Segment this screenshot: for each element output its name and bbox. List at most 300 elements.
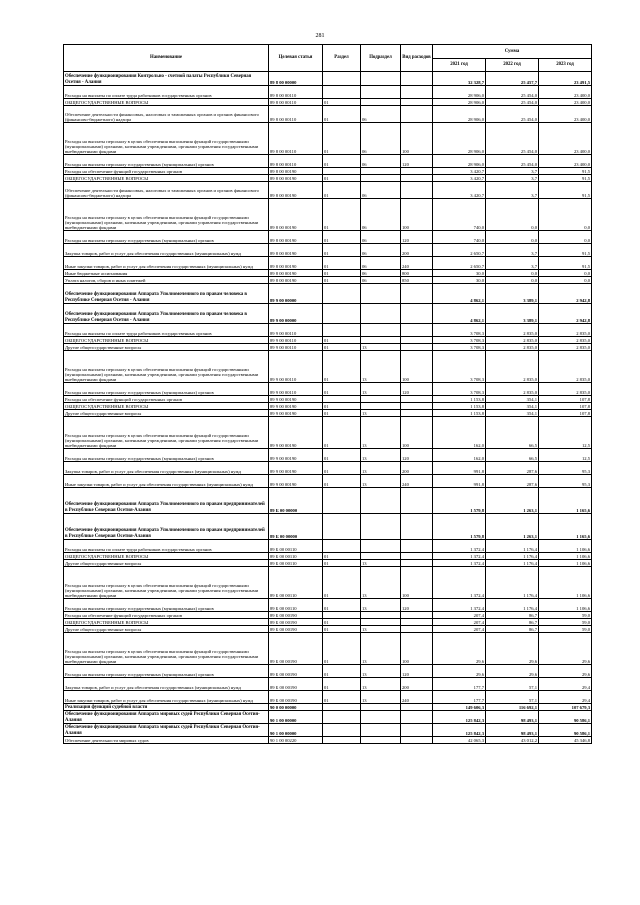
row-2022-cell: 3,7	[486, 257, 539, 270]
row-2022-cell: 0,0	[486, 199, 539, 231]
row-2021-cell: 3 708,3	[433, 351, 486, 383]
row-2023-cell: 29,6	[539, 633, 592, 665]
row-subsection-cell: 13	[361, 475, 401, 488]
row-2021-cell: 1 372,4	[433, 567, 486, 599]
row-section-cell: 01	[323, 351, 361, 383]
row-code-cell: 89 8 00 00110	[269, 99, 323, 106]
row-name-cell: Обеспечение функционирования Аппарата Уполномоченного по правам предпринимателей в Республике Северная Осетия-Алания	[64, 488, 269, 514]
row-2022-cell: 354,1	[486, 410, 539, 417]
table-row	[64, 599, 592, 612]
row-2023-cell: 29,6	[539, 665, 592, 678]
row-name-cell: Другие общегосударственные вопросы	[64, 344, 269, 351]
row-kind-cell: 800	[401, 270, 433, 277]
row-2021-cell: 177,7	[433, 691, 486, 704]
row-2023-cell: 2 835,0	[539, 324, 592, 337]
row-code-cell: 90 0 00 00000	[269, 704, 323, 711]
row-2023-cell: 2 942,8	[539, 284, 592, 304]
row-code-cell: 89 9 00 00190	[269, 449, 323, 462]
row-code-cell: 89 8 00 00000	[269, 72, 323, 86]
row-name-cell: ОБЩЕГОСУДАРСТВЕННЫЕ ВОПРОСЫ	[64, 337, 269, 344]
row-2022-cell: 287,6	[486, 475, 539, 488]
row-subsection-cell: 13	[361, 351, 401, 383]
row-code-cell: 89 9 00 00190	[269, 410, 323, 417]
row-subsection-cell: 13	[361, 449, 401, 462]
row-section-cell	[323, 488, 361, 514]
row-subsection-cell: 13	[361, 633, 401, 665]
row-2021-cell: 29,6	[433, 665, 486, 678]
row-2022-cell: 25 454,0	[486, 123, 539, 155]
row-2021-cell: 1 153,8	[433, 403, 486, 410]
row-code-cell: 89 8 00 00110	[269, 86, 323, 99]
row-2021-cell: 28 906,0	[433, 99, 486, 106]
row-2021-cell: 149 606,3	[433, 704, 486, 711]
row-2022-cell: 2 835,0	[486, 337, 539, 344]
row-kind-cell: 100	[401, 633, 433, 665]
row-2023-cell: 90 586,1	[539, 724, 592, 737]
row-2023-cell: 59,0	[539, 619, 592, 626]
row-kind-cell	[401, 324, 433, 337]
row-2023-cell: 1 106,6	[539, 567, 592, 599]
row-name-cell: Другие общегосударственные вопросы	[64, 410, 269, 417]
row-2021-cell: 28 906,0	[433, 155, 486, 168]
row-2021-cell: 4 862,1	[433, 304, 486, 324]
table-row	[64, 665, 592, 678]
row-code-cell: 89 Б 00 00110	[269, 540, 323, 553]
row-2023-cell: 0,0	[539, 199, 592, 231]
table-row	[64, 488, 592, 514]
row-section-cell: 01	[323, 665, 361, 678]
row-subsection-cell	[361, 168, 401, 175]
row-2023-cell: 12,5	[539, 449, 592, 462]
row-code-cell: 89 8 00 00110	[269, 123, 323, 155]
table-row	[64, 351, 592, 383]
row-subsection-cell: 06	[361, 244, 401, 257]
row-name-cell: Обеспечение деятельности мировых судов	[64, 737, 269, 744]
row-section-cell: 01	[323, 462, 361, 475]
row-name-cell: Уплата налогов, сборов и иных платежей	[64, 277, 269, 284]
row-kind-cell: 200	[401, 678, 433, 691]
row-name-cell: Обеспечение функционирования Аппарата мировых судей Республики Северная Осетия-Алания	[64, 711, 269, 724]
header-target-article: Целевая статья	[269, 45, 323, 72]
row-code-cell: 89 Б 00 00110	[269, 553, 323, 560]
row-2023-cell: 107,8	[539, 410, 592, 417]
row-section-cell: 01	[323, 175, 361, 182]
row-subsection-cell: 13	[361, 344, 401, 351]
row-name-cell: Другие общегосударственные вопросы	[64, 626, 269, 633]
budget-table	[63, 44, 592, 744]
row-kind-cell	[401, 704, 433, 711]
row-name-cell: Обеспечение функционирования Аппарата Уполномоченного по правам человека в Республике Северная Осетия - Алания	[64, 284, 269, 304]
row-kind-cell	[401, 560, 433, 567]
row-section-cell	[323, 304, 361, 324]
row-kind-cell: 850	[401, 277, 433, 284]
row-2021-cell: 991,8	[433, 475, 486, 488]
row-subsection-cell: 13	[361, 599, 401, 612]
row-kind-cell	[401, 106, 433, 123]
row-code-cell: 90 1 00 00000	[269, 724, 323, 737]
row-kind-cell: 100	[401, 417, 433, 449]
row-2023-cell: 1 106,6	[539, 553, 592, 560]
row-section-cell: 01	[323, 123, 361, 155]
row-name-cell: Расходы на выплаты персоналу в целях обеспечения выполнения функций государственными (муниципальными) органами, казенными учреждениями, органами управления государственными внебюджетными фондами	[64, 199, 269, 231]
row-2022-cell: 0,0	[486, 270, 539, 277]
row-2023-cell: 95,3	[539, 462, 592, 475]
table-body	[64, 72, 592, 744]
row-kind-cell: 120	[401, 449, 433, 462]
row-subsection-cell: 06	[361, 270, 401, 277]
row-section-cell	[323, 540, 361, 553]
row-2023-cell: 45 346,8	[539, 737, 592, 744]
row-2022-cell: 98 493,1	[486, 711, 539, 724]
table-row	[64, 86, 592, 99]
row-2022-cell: 0,0	[486, 231, 539, 244]
row-code-cell: 89 9 00 00000	[269, 284, 323, 304]
row-2021-cell: 29,6	[433, 633, 486, 665]
row-2023-cell: 0,0	[539, 231, 592, 244]
row-section-cell: 01	[323, 344, 361, 351]
row-2023-cell: 2 835,0	[539, 351, 592, 383]
row-2023-cell: 23 400,0	[539, 155, 592, 168]
row-2021-cell: 991,8	[433, 462, 486, 475]
table-row	[64, 410, 592, 417]
row-2021-cell: 3 420,7	[433, 175, 486, 182]
header-year-2023: 2023 год	[539, 59, 592, 72]
row-section-cell	[323, 514, 361, 540]
row-2022-cell: 25 454,0	[486, 106, 539, 123]
row-2022-cell: 98 493,1	[486, 724, 539, 737]
row-code-cell: 89 Б 00 00190	[269, 678, 323, 691]
row-code-cell: 89 Б 00 00190	[269, 619, 323, 626]
row-kind-cell	[401, 175, 433, 182]
row-subsection-cell	[361, 99, 401, 106]
table-row	[64, 553, 592, 560]
table-row	[64, 383, 592, 396]
table-row	[64, 99, 592, 106]
header-year-2022: 2022 год	[486, 59, 539, 72]
row-2021-cell: 4 862,1	[433, 284, 486, 304]
row-2022-cell: 1 176,4	[486, 553, 539, 560]
row-2022-cell: 66,5	[486, 417, 539, 449]
row-section-cell: 01	[323, 410, 361, 417]
row-kind-cell: 200	[401, 244, 433, 257]
row-code-cell: 89 9 00 00110	[269, 337, 323, 344]
row-2021-cell: 1 372,4	[433, 560, 486, 567]
row-subsection-cell	[361, 514, 401, 540]
row-2022-cell: 3 389,1	[486, 304, 539, 324]
row-code-cell: 89 9 00 00110	[269, 344, 323, 351]
row-2022-cell: 2 835,0	[486, 351, 539, 383]
row-2021-cell: 1 579,8	[433, 514, 486, 540]
row-2023-cell: 90 586,1	[539, 711, 592, 724]
row-2022-cell: 25 454,0	[486, 86, 539, 99]
row-subsection-cell	[361, 403, 401, 410]
row-2023-cell: 29,4	[539, 691, 592, 704]
row-name-cell: Расходы на выплаты персоналу государственных (муниципальных) органов	[64, 599, 269, 612]
row-section-cell: 01	[323, 182, 361, 199]
row-subsection-cell	[361, 324, 401, 337]
row-2022-cell: 86,7	[486, 612, 539, 619]
table-row	[64, 449, 592, 462]
row-code-cell: 89 9 00 00110	[269, 324, 323, 337]
row-code-cell: 89 8 00 00190	[269, 257, 323, 270]
row-2022-cell: 0,0	[486, 277, 539, 284]
row-2021-cell: 28 906,0	[433, 86, 486, 99]
row-2023-cell: 29,4	[539, 678, 592, 691]
row-kind-cell: 100	[401, 351, 433, 383]
row-subsection-cell: 06	[361, 182, 401, 199]
row-2022-cell: 1 263,1	[486, 488, 539, 514]
table-row	[64, 691, 592, 704]
row-kind-cell	[401, 284, 433, 304]
row-code-cell: 89 8 00 00110	[269, 106, 323, 123]
table-row	[64, 626, 592, 633]
row-name-cell: Расходы на выплаты по оплате труда работников государственных органов	[64, 324, 269, 337]
row-name-cell: Иные бюджетные ассигнования	[64, 270, 269, 277]
row-2023-cell: 23 400,0	[539, 106, 592, 123]
row-subsection-cell: 13	[361, 410, 401, 417]
row-kind-cell	[401, 86, 433, 99]
row-code-cell: 89 8 00 00190	[269, 182, 323, 199]
row-name-cell: Реализация функций судебной власти	[64, 704, 269, 711]
row-section-cell	[323, 396, 361, 403]
row-2021-cell: 3 708,3	[433, 337, 486, 344]
row-kind-cell: 200	[401, 462, 433, 475]
row-2021-cell: 3 708,3	[433, 344, 486, 351]
row-section-cell: 01	[323, 257, 361, 270]
row-section-cell	[323, 86, 361, 99]
row-2021-cell: 1 372,4	[433, 540, 486, 553]
row-section-cell: 01	[323, 678, 361, 691]
row-name-cell: Расходы на выплаты персоналу государственных (муниципальных) органов	[64, 665, 269, 678]
row-2021-cell: 3 420,7	[433, 182, 486, 199]
row-name-cell: Другие общегосударственные вопросы	[64, 560, 269, 567]
row-2021-cell: 1 372,4	[433, 599, 486, 612]
row-kind-cell	[401, 612, 433, 619]
row-subsection-cell: 06	[361, 106, 401, 123]
row-name-cell: Обеспечение функционирования Аппарата Уполномоченного по правам предпринимателей в Республике Северная Осетия-Алания	[64, 514, 269, 540]
row-name-cell: ОБЩЕГОСУДАРСТВЕННЫЕ ВОПРОСЫ	[64, 99, 269, 106]
row-subsection-cell: 13	[361, 560, 401, 567]
row-subsection-cell: 13	[361, 462, 401, 475]
table-row	[64, 284, 592, 304]
row-kind-cell: 120	[401, 665, 433, 678]
row-2022-cell: 57,1	[486, 678, 539, 691]
row-2023-cell: 91,5	[539, 175, 592, 182]
row-2022-cell: 66,5	[486, 449, 539, 462]
row-code-cell: 89 Б 00 00000	[269, 488, 323, 514]
row-name-cell: Расходы на выплаты персоналу государственных (муниципальных) органов	[64, 231, 269, 244]
row-2023-cell: 91,5	[539, 244, 592, 257]
row-subsection-cell: 13	[361, 626, 401, 633]
row-section-cell	[323, 284, 361, 304]
row-2021-cell: 30,0	[433, 277, 486, 284]
row-kind-cell: 120	[401, 383, 433, 396]
row-kind-cell: 240	[401, 257, 433, 270]
row-code-cell: 89 Б 00 00110	[269, 599, 323, 612]
row-name-cell: ОБЩЕГОСУДАРСТВЕННЫЕ ВОПРОСЫ	[64, 619, 269, 626]
row-section-cell: 01	[323, 383, 361, 396]
row-2022-cell: 1 176,4	[486, 540, 539, 553]
row-2022-cell: 86,7	[486, 626, 539, 633]
row-2023-cell: 1 106,6	[539, 540, 592, 553]
row-code-cell: 89 Б 00 00110	[269, 560, 323, 567]
row-kind-cell	[401, 540, 433, 553]
row-section-cell: 01	[323, 560, 361, 567]
row-2023-cell: 95,3	[539, 475, 592, 488]
row-kind-cell	[401, 403, 433, 410]
table-row	[64, 324, 592, 337]
row-2022-cell: 1 176,4	[486, 599, 539, 612]
row-code-cell: 89 Б 00 00190	[269, 691, 323, 704]
row-subsection-cell: 06	[361, 155, 401, 168]
row-section-cell: 01	[323, 99, 361, 106]
row-kind-cell	[401, 337, 433, 344]
header-year-2021: 2021 год	[433, 59, 486, 72]
row-code-cell: 89 Б 00 00000	[269, 514, 323, 540]
row-2023-cell: 1 165,6	[539, 488, 592, 514]
row-subsection-cell: 06	[361, 277, 401, 284]
row-2023-cell: 107,8	[539, 403, 592, 410]
row-subsection-cell: 13	[361, 567, 401, 599]
row-code-cell: 89 9 00 00190	[269, 462, 323, 475]
row-2021-cell: 1 153,8	[433, 410, 486, 417]
header-sum: Сумма	[433, 45, 592, 59]
row-2021-cell: 125 842,3	[433, 711, 486, 724]
row-subsection-cell	[361, 337, 401, 344]
row-2021-cell: 162,0	[433, 417, 486, 449]
row-kind-cell	[401, 514, 433, 540]
row-2021-cell: 30,0	[433, 270, 486, 277]
row-kind-cell: 120	[401, 231, 433, 244]
row-code-cell: 89 8 00 00190	[269, 231, 323, 244]
row-2021-cell: 3 420,7	[433, 168, 486, 175]
header-name: Наименование	[64, 45, 269, 72]
row-code-cell: 89 9 00 00110	[269, 383, 323, 396]
row-kind-cell	[401, 724, 433, 737]
row-2021-cell: 740,0	[433, 199, 486, 231]
row-kind-cell	[401, 99, 433, 106]
row-code-cell: 89 8 00 00190	[269, 277, 323, 284]
row-name-cell: Расходы на выплаты персоналу государственных (муниципальных) органов	[64, 155, 269, 168]
row-code-cell: 89 9 00 00000	[269, 304, 323, 324]
table-row	[64, 304, 592, 324]
row-code-cell: 89 8 00 00190	[269, 168, 323, 175]
row-subsection-cell	[361, 86, 401, 99]
row-code-cell: 89 9 00 00190	[269, 417, 323, 449]
row-code-cell: 89 9 00 00190	[269, 396, 323, 403]
row-kind-cell	[401, 182, 433, 199]
row-subsection-cell: 13	[361, 665, 401, 678]
row-code-cell: 89 Б 00 00110	[269, 567, 323, 599]
row-2022-cell: 3 389,1	[486, 284, 539, 304]
row-subsection-cell: 06	[361, 199, 401, 231]
row-2022-cell: 25 454,0	[486, 99, 539, 106]
table-row	[64, 199, 592, 231]
row-kind-cell: 100	[401, 199, 433, 231]
row-section-cell	[323, 168, 361, 175]
page-number: 281	[315, 33, 325, 39]
table-row	[64, 678, 592, 691]
table-row	[64, 567, 592, 599]
row-name-cell: Расходы на выплаты персоналу государственных (муниципальных) органов	[64, 383, 269, 396]
row-section-cell: 01	[323, 106, 361, 123]
row-2022-cell: 25 454,0	[486, 155, 539, 168]
table-row	[64, 244, 592, 257]
table-row	[64, 175, 592, 182]
row-kind-cell	[401, 737, 433, 744]
row-2023-cell: 23 400,0	[539, 123, 592, 155]
row-name-cell: Расходы на обеспечение функций государственных органов	[64, 168, 269, 175]
row-section-cell: 01	[323, 449, 361, 462]
row-2021-cell: 2 650,7	[433, 257, 486, 270]
row-code-cell: 89 9 00 00110	[269, 351, 323, 383]
row-2023-cell: 1 165,6	[539, 514, 592, 540]
row-2022-cell: 116 692,1	[486, 704, 539, 711]
table-row	[64, 475, 592, 488]
row-name-cell: Иные закупки товаров, работ и услуг для обеспечения государственных (муниципальных) нужд	[64, 475, 269, 488]
row-section-cell: 01	[323, 231, 361, 244]
row-2021-cell: 2 650,7	[433, 244, 486, 257]
row-2021-cell: 1 153,8	[433, 396, 486, 403]
row-2022-cell: 86,7	[486, 619, 539, 626]
row-name-cell: Расходы на выплаты персоналу в целях обеспечения выполнения функций государственными (муниципальными) органами, казенными учреждениями, органами управления государственными внебюджетными фондами	[64, 351, 269, 383]
row-name-cell: Расходы на выплаты по оплате труда работников государственных органов	[64, 86, 269, 99]
row-code-cell: 89 Б 00 00190	[269, 665, 323, 678]
row-2022-cell: 354,1	[486, 403, 539, 410]
row-code-cell: 90 1 00 00220	[269, 737, 323, 744]
row-section-cell	[323, 724, 361, 737]
row-subsection-cell: 13	[361, 691, 401, 704]
row-subsection-cell: 13	[361, 678, 401, 691]
row-2022-cell: 3,7	[486, 244, 539, 257]
row-name-cell: Расходы на выплаты персоналу в целях обеспечения выполнения функций государственными (муниципальными) органами, казенными учреждениями, органами управления государственными внебюджетными фондами	[64, 633, 269, 665]
table-row	[64, 344, 592, 351]
row-kind-cell	[401, 488, 433, 514]
table-row	[64, 462, 592, 475]
row-code-cell: 89 Б 00 00190	[269, 633, 323, 665]
row-2023-cell: 12,5	[539, 417, 592, 449]
row-2023-cell: 23 400,0	[539, 86, 592, 99]
row-section-cell: 01	[323, 244, 361, 257]
table-row	[64, 277, 592, 284]
row-2023-cell: 2 835,0	[539, 337, 592, 344]
row-section-cell: 01	[323, 553, 361, 560]
row-section-cell: 01	[323, 567, 361, 599]
row-section-cell: 01	[323, 619, 361, 626]
row-2023-cell: 91,5	[539, 257, 592, 270]
row-section-cell: 01	[323, 155, 361, 168]
row-subsection-cell	[361, 612, 401, 619]
row-section-cell: 01	[323, 337, 361, 344]
row-2023-cell: 59,0	[539, 612, 592, 619]
row-name-cell: Расходы на обеспечение функций государственных органов	[64, 612, 269, 619]
row-name-cell: Расходы на выплаты персоналу в целях обеспечения выполнения функций государственными (муниципальными) органами, казенными учреждениями, органами управления государственными внебюджетными фондами	[64, 417, 269, 449]
row-2022-cell: 1 176,4	[486, 567, 539, 599]
row-section-cell: 01	[323, 691, 361, 704]
row-kind-cell: 240	[401, 475, 433, 488]
row-2023-cell: 2 835,0	[539, 344, 592, 351]
row-2022-cell: 3,7	[486, 175, 539, 182]
row-2021-cell: 177,7	[433, 678, 486, 691]
row-subsection-cell	[361, 488, 401, 514]
row-2022-cell: 57,1	[486, 691, 539, 704]
row-2023-cell: 107,8	[539, 396, 592, 403]
table-row	[64, 231, 592, 244]
row-kind-cell: 240	[401, 691, 433, 704]
row-name-cell: Расходы на обеспечение функций государственных органов	[64, 396, 269, 403]
row-2022-cell: 287,6	[486, 462, 539, 475]
row-2022-cell: 43 012,2	[486, 737, 539, 744]
